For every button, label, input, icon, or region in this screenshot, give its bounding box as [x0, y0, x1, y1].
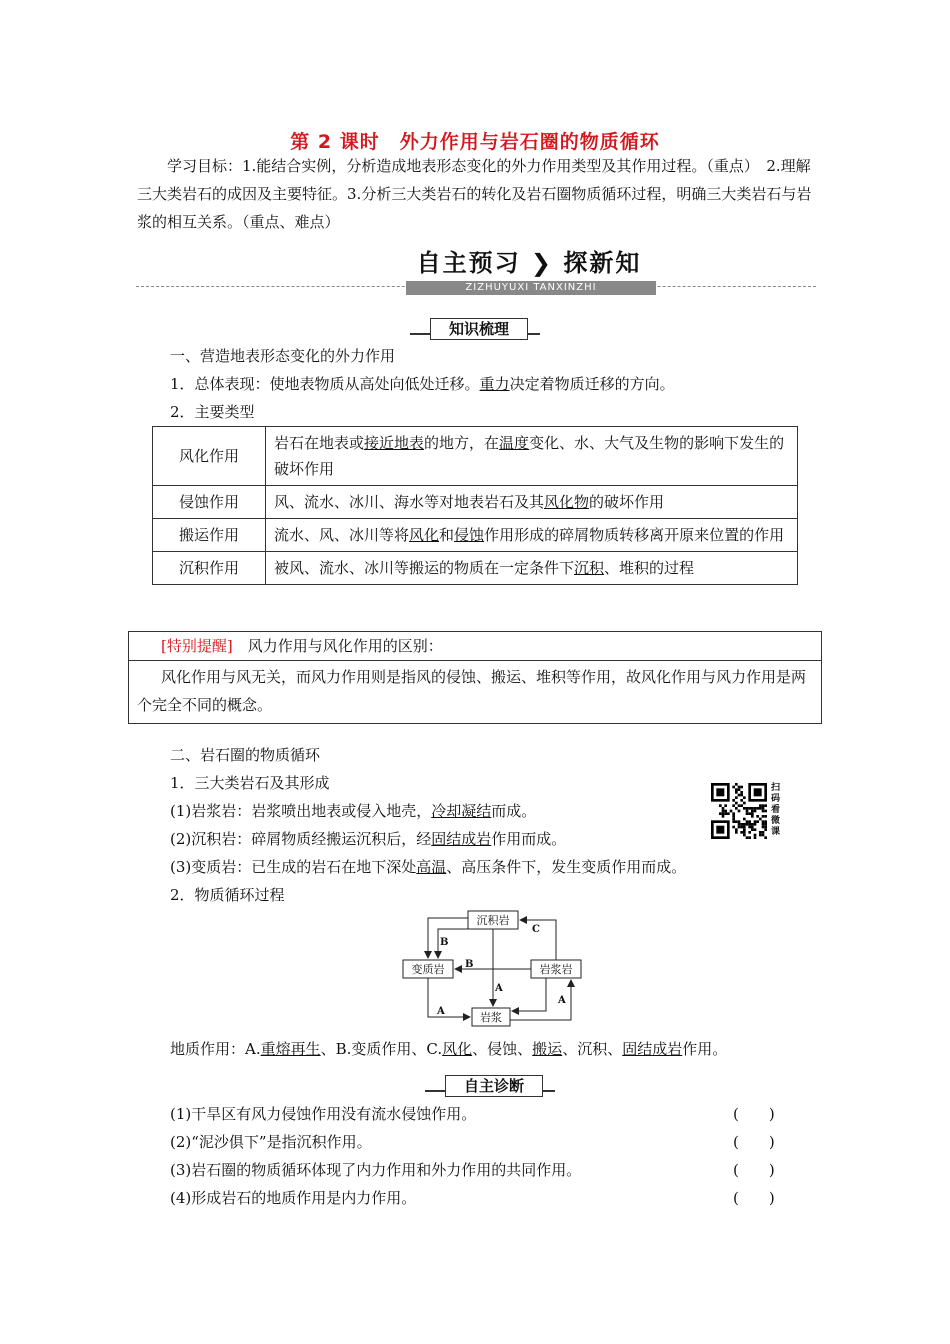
text-segment: 、沉积、 [562, 1040, 623, 1058]
text-segment: 的地方，在 [424, 434, 500, 452]
qr-caption: 扫码看微课 [771, 783, 781, 837]
type-name-cell: 风化作用 [153, 427, 266, 486]
rock-metamorphic [170, 856, 686, 877]
banner-subtitle: ZIZHUYUXI TANXINZHI [406, 281, 656, 295]
arrow-a-metamorphic-to-magma [428, 978, 470, 1017]
text-segment: 作用而成。 [491, 830, 567, 848]
text-segment: 、高压条件下，发生变质作用而成。 [446, 858, 687, 876]
part2-heading: 二、岩石圈的物质循环 [170, 746, 321, 764]
text-segment: 、B.变质作用、C. [320, 1040, 443, 1058]
label-c: C [532, 924, 540, 935]
banner-title: 自主预习 ❯ 探新知 [416, 249, 642, 277]
keyword-answer: 冷却凝结 [431, 802, 492, 820]
label-a-center: A [495, 983, 503, 994]
text-segment: (2)沉积岩：碎屑物质经搬运沉积后，经 [170, 830, 432, 848]
node-sedimentary: 沉积岩 [476, 914, 510, 927]
text-segment: 被风、流水、冰川等搬运的物质在一定条件下 [274, 559, 575, 577]
keyword-answer: 接近地表 [364, 434, 425, 452]
item1-keyword: 重力 [479, 375, 510, 393]
label-b-left: B [440, 937, 449, 948]
answer-blank-1[interactable]: ( ) [733, 1105, 775, 1123]
reminder-label: [特别提醒] [161, 637, 233, 655]
rock-cycle-diagram [395, 905, 595, 1030]
keyword-answer: 侵蚀 [454, 526, 485, 544]
table-row [153, 427, 798, 486]
qr-code-icon[interactable] [711, 783, 767, 839]
special-reminder-box [128, 631, 822, 724]
arrow-a-igneous-to-magma [512, 978, 546, 1011]
text-segment: 、堆积的过程 [604, 559, 695, 577]
node-magma: 岩浆 [480, 1011, 502, 1024]
item1-text: 1．总体表现：使地表物质从高处向低处迁移。 [170, 375, 480, 393]
part1-item1 [170, 373, 675, 394]
type-description-cell [266, 552, 798, 585]
keyword-answer: 风化物 [544, 493, 590, 511]
learning-objectives: 学习目标：1.能结合实例，分析造成地表形态变化的外力作用类型及其作用过程。（重点） 2.理解三大类岩石的成因及主要特征。3.分析三大类岩石的转化及岩石圈物质循环过程，明确三大类岩石与岩浆的相互关系。（重点、难点） [137, 157, 812, 231]
text-segment: 岩石在地表或 [274, 434, 365, 452]
type-name-cell: 搬运作用 [153, 519, 266, 552]
knowledge-header-label: 知识梳理 [430, 318, 528, 340]
geologic-processes-line [170, 1038, 727, 1059]
keyword-answer: 风化 [442, 1040, 473, 1058]
question-3: (3)岩石圈的物质循环体现了内力作用和外力作用的共同作用。 [170, 1161, 582, 1179]
section-banner [136, 245, 816, 293]
text-segment: (1)岩浆岩：岩浆喷出地表或侵入地壳， [170, 802, 432, 820]
type-description-cell [266, 486, 798, 519]
reminder-title: 风力作用与风化作用的区别： [232, 637, 443, 655]
label-b-middle: B [465, 959, 474, 970]
keyword-answer: 风化 [409, 526, 440, 544]
answer-blank-4[interactable]: ( ) [733, 1189, 775, 1207]
node-metamorphic: 变质岩 [411, 963, 445, 976]
keyword-answer: 固结成岩 [622, 1040, 683, 1058]
text-segment: 作用。 [682, 1040, 728, 1058]
keyword-answer: 高温 [416, 858, 447, 876]
table-row [153, 552, 798, 585]
reminder-body: 风化作用与风无关，而风力作用则是指风的侵蚀、搬运、堆积等作用，故风化作用与风力作用是两个完全不同的概念。 [137, 668, 807, 714]
keyword-answer: 重熔再生 [260, 1040, 321, 1058]
rock-igneous [170, 800, 536, 821]
text-segment: 和 [439, 526, 455, 544]
keyword-answer: 搬运 [532, 1040, 563, 1058]
text-segment: (3)变质岩：已生成的岩石在地下深处 [170, 858, 417, 876]
text-segment: 而成。 [491, 802, 537, 820]
keyword-answer: 温度 [499, 434, 530, 452]
table-row [153, 486, 798, 519]
answer-blank-3[interactable]: ( ) [733, 1161, 775, 1179]
text-segment: 变化、水、大气及生物的影响下发生的破坏作用 [274, 434, 785, 478]
type-description-cell [266, 427, 798, 486]
text-segment: 、侵蚀、 [472, 1040, 533, 1058]
text-segment: 地质作用：A. [170, 1040, 261, 1058]
answer-blank-2[interactable]: ( ) [733, 1133, 775, 1151]
question-1: (1)干旱区有风力侵蚀作用没有流水侵蚀作用。 [170, 1105, 477, 1123]
reminder-heading [129, 632, 821, 661]
label-a-left: A [437, 1006, 445, 1017]
node-igneous: 岩浆岩 [539, 963, 573, 976]
type-description-cell [266, 519, 798, 552]
text-segment: 作用形成的碎屑物质转移离开原来位置的作用 [484, 526, 785, 544]
part2-item2: 2．物质循环过程 [170, 886, 285, 904]
type-name-cell: 沉积作用 [153, 552, 266, 585]
keyword-answer: 沉积 [574, 559, 605, 577]
type-name-cell: 侵蚀作用 [153, 486, 266, 519]
erosion-types-table [152, 426, 798, 585]
part2-item1: 1．三大类岩石及其形成 [170, 774, 330, 792]
table-row [153, 519, 798, 552]
label-a-right: A [558, 995, 566, 1006]
text-segment: 流水、风、冰川等将 [274, 526, 410, 544]
question-2: (2)“泥沙俱下”是指沉积作用。 [170, 1133, 372, 1151]
part1-item2: 2．主要类型 [170, 403, 255, 421]
diagnosis-header-label: 自主诊断 [445, 1075, 543, 1097]
keyword-answer: 固结成岩 [431, 830, 492, 848]
lesson-title: 第 2 课时 外力作用与岩石圈的物质循环 [290, 131, 660, 153]
item1-text-end: 决定着物质迁移的方向。 [509, 375, 675, 393]
part1-heading: 一、营造地表形态变化的外力作用 [170, 347, 396, 365]
text-segment: 的破坏作用 [589, 493, 665, 511]
text-segment: 风、流水、冰川、海水等对地表岩石及其 [274, 493, 545, 511]
rock-sedimentary [170, 828, 566, 849]
question-4: (4)形成岩石的地质作用是内力作用。 [170, 1189, 417, 1207]
